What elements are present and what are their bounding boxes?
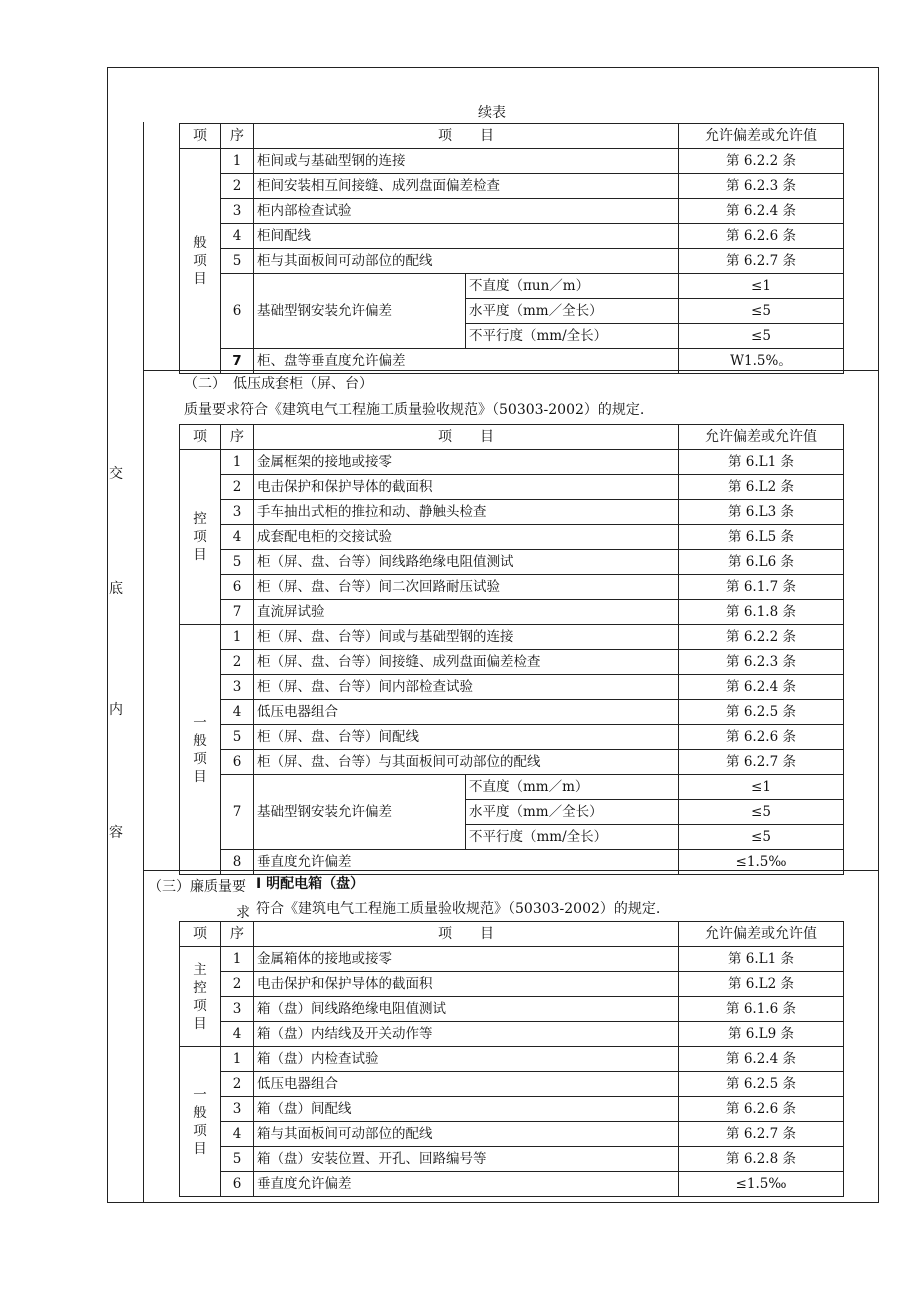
value-cell: ≤1 — [679, 775, 844, 800]
value-cell: 第 6.2.3 条 — [679, 174, 844, 199]
item-cell: 低压电器组合 — [254, 700, 679, 725]
header-item: 项 目 — [254, 425, 679, 450]
item-cell: 柜（屏、盘、台等）间配线 — [254, 725, 679, 750]
section3-requirement: 符合《建筑电气工程施工质量验收规范》（50303-2002）的规定. — [256, 901, 661, 917]
item-cell: 柜间或与基础型钢的连接 — [254, 149, 679, 174]
value-cell: 第 6.L2 条 — [679, 475, 844, 500]
seq-cell: 3 — [221, 997, 254, 1022]
header-item: 项 目 — [254, 124, 679, 149]
header-value: 允许偏差或允许值 — [679, 922, 844, 947]
item-cell: 柜间配线 — [254, 224, 679, 249]
value-cell: 第 6.2.8 条 — [679, 1147, 844, 1172]
seq-cell: 3 — [221, 675, 254, 700]
seq-cell: 2 — [221, 1072, 254, 1097]
seq-cell: 5 — [221, 725, 254, 750]
seq-cell: 4 — [221, 1122, 254, 1147]
value-cell: 第 6.L3 条 — [679, 500, 844, 525]
value-cell: 第 6.2.6 条 — [679, 224, 844, 249]
seq-cell: 7 — [221, 349, 254, 374]
seq-cell: 1 — [221, 1047, 254, 1072]
item-cell: 箱（盘）安装位置、开孔、回路编号等 — [254, 1147, 679, 1172]
value-cell: ≤5 — [679, 299, 844, 324]
item-cell: 箱（盘）内检查试验 — [254, 1047, 679, 1072]
table-distribution-box — [179, 921, 844, 1197]
item-cell: 箱与其面板间可动部位的配线 — [254, 1122, 679, 1147]
item-cell: 电击保护和保护导体的截面积 — [254, 972, 679, 997]
item-cell: 柜、盘等垂直度允许偏差 — [254, 349, 679, 374]
seq-cell: 5 — [221, 1147, 254, 1172]
side-label-char-3: 内 — [109, 702, 123, 718]
item-cell: 垂直度允许偏差 — [254, 1172, 679, 1197]
value-cell: 第 6.2.2 条 — [679, 149, 844, 174]
value-cell: ≤1 — [679, 274, 844, 299]
side-label-char-4: 容 — [109, 825, 123, 841]
seq-cell: 4 — [221, 1022, 254, 1047]
value-cell: 第 6.2.2 条 — [679, 625, 844, 650]
seq-cell: 5 — [221, 550, 254, 575]
item-cell: 基础型钢安装允许偏差 — [254, 274, 466, 349]
header-value: 允许偏差或允许值 — [679, 425, 844, 450]
sub-item-cell: 水平度（mm／全长） — [466, 299, 679, 324]
seq-cell: 7 — [221, 775, 254, 850]
value-cell: 第 6.2.3 条 — [679, 650, 844, 675]
seq-cell: 4 — [221, 224, 254, 249]
value-cell: ≤5 — [679, 825, 844, 850]
seq-cell: 6 — [221, 274, 254, 349]
value-cell: 第 6.L1 条 — [679, 947, 844, 972]
seq-cell: 3 — [221, 500, 254, 525]
value-cell: 第 6.L9 条 — [679, 1022, 844, 1047]
value-cell: 第 6.2.6 条 — [679, 725, 844, 750]
value-cell: ≤1.5‰ — [679, 850, 844, 875]
value-cell: 第 6.L6 条 — [679, 550, 844, 575]
item-cell: 低压电器组合 — [254, 1072, 679, 1097]
item-cell: 箱（盘）间线路绝缘电阻值测试 — [254, 997, 679, 1022]
item-cell: 成套配电柜的交接试验 — [254, 525, 679, 550]
item-cell: 箱（盘）间配线 — [254, 1097, 679, 1122]
side-label-char-1: 交 — [109, 466, 123, 482]
item-cell: 垂直度允许偏差 — [254, 850, 679, 875]
seq-cell: 6 — [221, 750, 254, 775]
group-label-main-control: 主控项目 — [180, 947, 221, 1047]
section2-requirement: 质量要求符合《建筑电气工程施工质量验收规范》（50303-2002）的规定. — [184, 402, 645, 418]
seq-cell: 2 — [221, 650, 254, 675]
item-cell: 柜与其面板间可动部位的配线 — [254, 249, 679, 274]
item-cell: 直流屏试验 — [254, 600, 679, 625]
value-cell: 第 6.1.6 条 — [679, 997, 844, 1022]
header-category: 项 — [180, 922, 221, 947]
item-cell: 电击保护和保护导体的截面积 — [254, 475, 679, 500]
group-label-main-control: 控项目 — [180, 450, 221, 625]
header-category: 项 — [180, 124, 221, 149]
seq-cell: 1 — [221, 947, 254, 972]
seq-cell: 1 — [221, 625, 254, 650]
item-cell: 箱（盘）内结线及开关动作等 — [254, 1022, 679, 1047]
seq-cell: 7 — [221, 600, 254, 625]
seq-cell: 6 — [221, 1172, 254, 1197]
item-cell: 柜（屏、盘、台等）与其面板间可动部位的配线 — [254, 750, 679, 775]
header-item: 项 目 — [254, 922, 679, 947]
value-cell: 第 6.2.6 条 — [679, 1097, 844, 1122]
value-cell: 第 6.2.7 条 — [679, 750, 844, 775]
table-continued — [179, 123, 844, 374]
seq-cell: 4 — [221, 700, 254, 725]
value-cell: 第 6.2.4 条 — [679, 199, 844, 224]
seq-cell: 2 — [221, 475, 254, 500]
item-cell: 柜（屏、盘、台等）间内部检查试验 — [254, 675, 679, 700]
item-cell: 手车抽出式柜的推拉和动、静触头检查 — [254, 500, 679, 525]
item-cell: 柜（屏、盘、台等）间或与基础型钢的连接 — [254, 625, 679, 650]
group-label-general: 般项目 — [180, 149, 221, 374]
section-divider — [143, 870, 879, 871]
header-seq: 序 — [221, 922, 254, 947]
item-cell: 柜间安装相互间接缝、成列盘面偏差检查 — [254, 174, 679, 199]
seq-cell: 5 — [221, 249, 254, 274]
seq-cell: 2 — [221, 972, 254, 997]
sub-item-cell: 不平行度（mm/全长） — [466, 324, 679, 349]
section3-title: I 明配电箱（盘） — [256, 876, 365, 892]
value-cell: ≤5 — [679, 324, 844, 349]
value-cell: 第 6.2.4 条 — [679, 675, 844, 700]
value-cell: 第 6.L5 条 — [679, 525, 844, 550]
item-cell: 金属箱体的接地或接零 — [254, 947, 679, 972]
sub-item-cell: 水平度（mm／全长） — [466, 800, 679, 825]
value-cell: 第 6.2.7 条 — [679, 1122, 844, 1147]
value-cell: 第 6.2.4 条 — [679, 1047, 844, 1072]
group-label-general: 一般项目 — [180, 625, 221, 875]
sub-item-cell: 不直度（πun／m） — [466, 274, 679, 299]
header-seq: 序 — [221, 124, 254, 149]
value-cell: 第 6.1.8 条 — [679, 600, 844, 625]
header-seq: 序 — [221, 425, 254, 450]
section-divider — [143, 370, 879, 371]
value-cell: 第 6.L1 条 — [679, 450, 844, 475]
seq-cell: 4 — [221, 525, 254, 550]
seq-cell: 6 — [221, 575, 254, 600]
value-cell: W1.5%。 — [679, 349, 844, 374]
table-low-voltage-cabinet — [179, 424, 844, 875]
seq-cell: 2 — [221, 174, 254, 199]
seq-cell: 1 — [221, 450, 254, 475]
header-value: 允许偏差或允许值 — [679, 124, 844, 149]
group-label-general: 一般项目 — [180, 1047, 221, 1197]
seq-cell: 3 — [221, 199, 254, 224]
header-category: 项 — [180, 425, 221, 450]
value-cell: 第 6.L2 条 — [679, 972, 844, 997]
value-cell: ≤1.5‰ — [679, 1172, 844, 1197]
item-cell: 柜内部检查试验 — [254, 199, 679, 224]
seq-cell: 1 — [221, 149, 254, 174]
section3-left-label: （三）廉质量要 — [148, 879, 246, 895]
value-cell: 第 6.2.5 条 — [679, 1072, 844, 1097]
side-column-divider — [143, 122, 144, 1203]
section3-left-label-cont: 求 — [236, 905, 250, 921]
side-label-char-2: 底 — [109, 581, 123, 597]
sub-item-cell: 不直度（mm／m） — [466, 775, 679, 800]
item-cell: 柜（屏、盘、台等）间线路绝缘电阻值测试 — [254, 550, 679, 575]
item-cell: 金属框架的接地或接零 — [254, 450, 679, 475]
sub-item-cell: 不平行度（mm/全长） — [466, 825, 679, 850]
item-cell: 柜（屏、盘、台等）间接缝、成列盘面偏差检查 — [254, 650, 679, 675]
value-cell: ≤5 — [679, 800, 844, 825]
item-cell: 柜（屏、盘、台等）间二次回路耐压试验 — [254, 575, 679, 600]
value-cell: 第 6.2.5 条 — [679, 700, 844, 725]
seq-cell: 3 — [221, 1097, 254, 1122]
seq-cell: 8 — [221, 850, 254, 875]
section2-title: （二） 低压成套柜（屏、台） — [184, 376, 373, 392]
item-cell: 基础型钢安装允许偏差 — [254, 775, 466, 850]
value-cell: 第 6.2.7 条 — [679, 249, 844, 274]
continued-label: 续表 — [478, 105, 506, 121]
value-cell: 第 6.1.7 条 — [679, 575, 844, 600]
